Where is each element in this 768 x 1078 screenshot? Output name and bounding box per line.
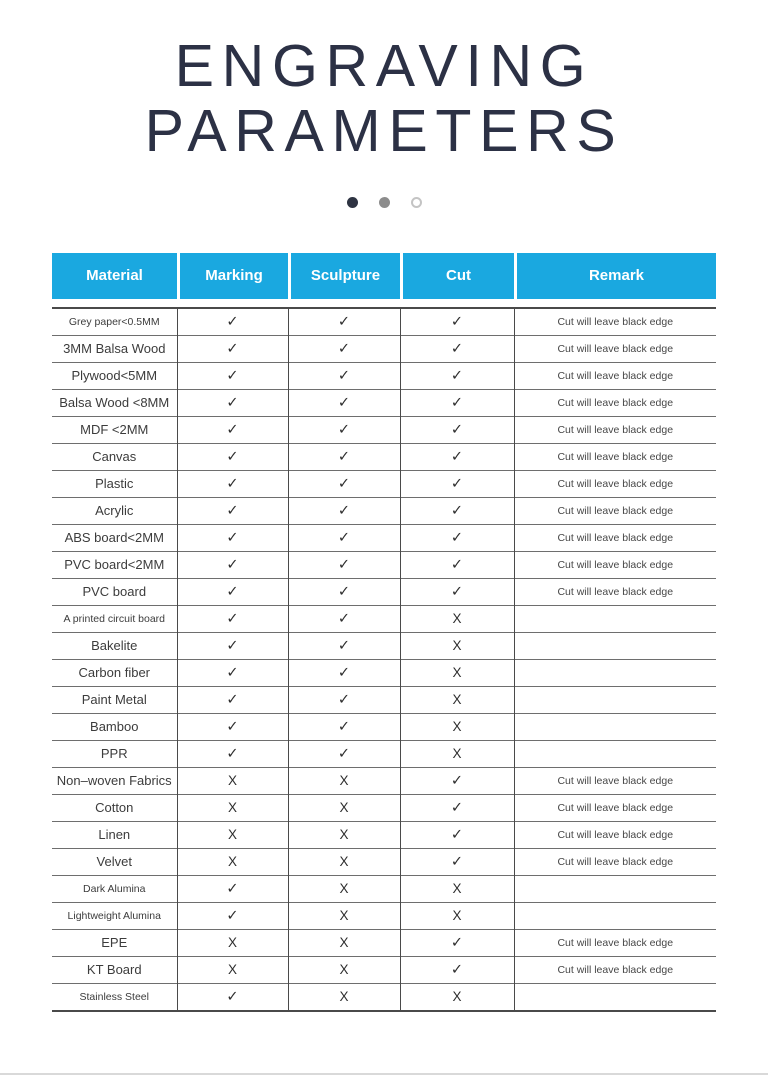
cut-cell: ✓ <box>400 362 514 389</box>
material-cell: Carbon fiber <box>78 665 151 681</box>
material-cell: Bamboo <box>90 719 139 735</box>
table-body <box>52 308 716 1011</box>
cut-cell: ✓ <box>400 497 514 524</box>
cut-cell: X <box>400 686 514 713</box>
material-cell: PPR <box>100 746 128 762</box>
table-row <box>52 875 716 902</box>
material-cell: Balsa Wood <8MM <box>59 395 170 411</box>
sculpture-cell: ✓ <box>288 389 400 416</box>
cut-cell: ✓ <box>400 470 514 497</box>
marking-cell: ✓ <box>177 740 288 767</box>
material-cell: Cotton <box>95 800 134 816</box>
marking-cell: ✓ <box>177 659 288 686</box>
parameters-table <box>52 253 716 1012</box>
marking-cell: ✓ <box>177 362 288 389</box>
remark-cell <box>514 659 716 686</box>
remark-cell <box>514 686 716 713</box>
table-row <box>52 308 716 336</box>
marking-cell: ✓ <box>177 551 288 578</box>
material-cell: Bakelite <box>91 638 138 654</box>
material-cell: Grey paper<0.5MM <box>68 315 160 328</box>
cut-cell: ✓ <box>400 956 514 983</box>
marking-cell: ✓ <box>177 497 288 524</box>
cut-cell: X <box>400 875 514 902</box>
cut-cell: X <box>400 983 514 1011</box>
marking-cell: X <box>177 821 288 848</box>
column-header-cut: Cut <box>400 253 514 299</box>
table-row <box>52 929 716 956</box>
column-header-marking: Marking <box>177 253 288 299</box>
cut-cell: X <box>400 740 514 767</box>
sculpture-cell: ✓ <box>288 605 400 632</box>
material-cell: 3MM Balsa Wood <box>63 341 166 357</box>
sculpture-cell: X <box>288 821 400 848</box>
table-row <box>52 389 716 416</box>
table-row <box>52 740 716 767</box>
sculpture-cell: ✓ <box>288 740 400 767</box>
marking-cell: ✓ <box>177 416 288 443</box>
material-cell: PVC board <box>82 584 147 600</box>
remark-cell: Cut will leave black edge <box>514 335 716 362</box>
remark-cell: Cut will leave black edge <box>514 848 716 875</box>
cut-cell: X <box>400 713 514 740</box>
cut-cell: ✓ <box>400 821 514 848</box>
sculpture-cell: ✓ <box>288 686 400 713</box>
sculpture-cell: ✓ <box>288 551 400 578</box>
marking-cell: ✓ <box>177 605 288 632</box>
remark-cell: Cut will leave black edge <box>514 767 716 794</box>
table-row <box>52 443 716 470</box>
cut-cell: ✓ <box>400 848 514 875</box>
material-cell: EPE <box>101 935 128 951</box>
remark-cell <box>514 713 716 740</box>
sculpture-cell: ✓ <box>288 470 400 497</box>
remark-cell <box>514 740 716 767</box>
sculpture-cell: X <box>288 794 400 821</box>
sculpture-cell: X <box>288 875 400 902</box>
cut-cell: ✓ <box>400 794 514 821</box>
marking-cell: ✓ <box>177 902 288 929</box>
material-cell: Canvas <box>92 449 137 465</box>
column-header-sculpture: Sculpture <box>288 253 400 299</box>
table-row <box>52 983 716 1011</box>
sculpture-cell: ✓ <box>288 578 400 605</box>
column-header-remark: Remark <box>514 253 716 299</box>
remark-cell: Cut will leave black edge <box>514 929 716 956</box>
sculpture-cell: ✓ <box>288 308 400 336</box>
marking-cell: X <box>177 767 288 794</box>
marking-cell: ✓ <box>177 524 288 551</box>
sculpture-cell: ✓ <box>288 524 400 551</box>
material-cell: Plastic <box>95 476 134 492</box>
sculpture-cell: ✓ <box>288 443 400 470</box>
table-body-grid <box>52 307 716 1012</box>
remark-cell: Cut will leave black edge <box>514 794 716 821</box>
remark-cell: Cut will leave black edge <box>514 389 716 416</box>
sculpture-cell: X <box>288 983 400 1011</box>
sculpture-cell: ✓ <box>288 659 400 686</box>
table-row <box>52 821 716 848</box>
sculpture-cell: ✓ <box>288 335 400 362</box>
material-cell: KT Board <box>86 962 142 978</box>
marking-cell: ✓ <box>177 713 288 740</box>
remark-cell <box>514 875 716 902</box>
sculpture-cell: ✓ <box>288 632 400 659</box>
table-row <box>52 848 716 875</box>
sculpture-cell: ✓ <box>288 497 400 524</box>
material-cell: Dark Alumina <box>83 882 146 895</box>
bottom-divider <box>0 1073 768 1075</box>
table-row <box>52 605 716 632</box>
marking-cell: ✓ <box>177 578 288 605</box>
sculpture-cell: X <box>288 929 400 956</box>
material-cell: Plywood<5MM <box>71 368 158 384</box>
marking-cell: ✓ <box>177 983 288 1011</box>
remark-cell: Cut will leave black edge <box>514 362 716 389</box>
cut-cell: X <box>400 659 514 686</box>
material-cell: A printed circuit board <box>63 612 166 625</box>
marking-cell: ✓ <box>177 875 288 902</box>
remark-cell: Cut will leave black edge <box>514 416 716 443</box>
material-cell: Paint Metal <box>81 692 147 708</box>
material-cell: ABS board<2MM <box>64 530 164 546</box>
table-row <box>52 713 716 740</box>
remark-cell: Cut will leave black edge <box>514 497 716 524</box>
carousel-dot-2[interactable] <box>379 197 390 208</box>
marking-cell: X <box>177 929 288 956</box>
material-cell: Velvet <box>96 854 132 870</box>
material-cell: PVC board<2MM <box>64 557 165 573</box>
remark-cell <box>514 902 716 929</box>
remark-cell <box>514 983 716 1011</box>
table-row <box>52 794 716 821</box>
cut-cell: ✓ <box>400 929 514 956</box>
cut-cell: ✓ <box>400 551 514 578</box>
carousel-dot-1[interactable] <box>347 197 358 208</box>
table-row <box>52 659 716 686</box>
cut-cell: X <box>400 902 514 929</box>
table-row <box>52 632 716 659</box>
table-row <box>52 686 716 713</box>
table-row <box>52 416 716 443</box>
material-cell: Lightweight Alumina <box>67 909 161 922</box>
table-row <box>52 470 716 497</box>
page-title-line1: ENGRAVING <box>174 33 594 99</box>
marking-cell: ✓ <box>177 443 288 470</box>
cut-cell: ✓ <box>400 389 514 416</box>
table-row <box>52 524 716 551</box>
remark-cell <box>514 632 716 659</box>
table-row <box>52 902 716 929</box>
cut-cell: ✓ <box>400 443 514 470</box>
carousel-dots <box>0 197 768 209</box>
carousel-dot-3[interactable] <box>411 197 422 208</box>
remark-cell: Cut will leave black edge <box>514 308 716 336</box>
cut-cell: ✓ <box>400 524 514 551</box>
sculpture-cell: ✓ <box>288 416 400 443</box>
marking-cell: ✓ <box>177 470 288 497</box>
material-cell: Stainless Steel <box>79 990 149 1003</box>
page-title-line2: PARAMETERS <box>144 97 624 164</box>
sculpture-cell: ✓ <box>288 713 400 740</box>
material-cell: Non–woven Fabrics <box>56 773 172 789</box>
sculpture-cell: X <box>288 902 400 929</box>
cut-cell: X <box>400 632 514 659</box>
remark-cell: Cut will leave black edge <box>514 470 716 497</box>
cut-cell: ✓ <box>400 308 514 336</box>
remark-cell: Cut will leave black edge <box>514 578 716 605</box>
cut-cell: ✓ <box>400 578 514 605</box>
material-cell: Acrylic <box>95 503 134 519</box>
sculpture-cell: X <box>288 848 400 875</box>
remark-cell: Cut will leave black edge <box>514 524 716 551</box>
remark-cell: Cut will leave black edge <box>514 821 716 848</box>
marking-cell: ✓ <box>177 335 288 362</box>
marking-cell: ✓ <box>177 632 288 659</box>
column-header-material: Material <box>52 253 177 299</box>
page-title <box>0 34 768 164</box>
cut-cell: ✓ <box>400 335 514 362</box>
table-row <box>52 767 716 794</box>
marking-cell: X <box>177 848 288 875</box>
remark-cell <box>514 605 716 632</box>
table-header-row <box>52 253 716 299</box>
marking-cell: ✓ <box>177 389 288 416</box>
cut-cell: X <box>400 605 514 632</box>
sculpture-cell: ✓ <box>288 362 400 389</box>
table-row <box>52 497 716 524</box>
marking-cell: X <box>177 956 288 983</box>
sculpture-cell: X <box>288 767 400 794</box>
marking-cell: X <box>177 794 288 821</box>
cut-cell: ✓ <box>400 767 514 794</box>
table-row <box>52 956 716 983</box>
cut-cell: ✓ <box>400 416 514 443</box>
remark-cell: Cut will leave black edge <box>514 551 716 578</box>
remark-cell: Cut will leave black edge <box>514 443 716 470</box>
material-cell: MDF <2MM <box>80 422 149 438</box>
table-row <box>52 362 716 389</box>
table-row <box>52 335 716 362</box>
material-cell: Linen <box>98 827 131 843</box>
remark-cell: Cut will leave black edge <box>514 956 716 983</box>
sculpture-cell: X <box>288 956 400 983</box>
table-row <box>52 578 716 605</box>
marking-cell: ✓ <box>177 308 288 336</box>
table-row <box>52 551 716 578</box>
marking-cell: ✓ <box>177 686 288 713</box>
